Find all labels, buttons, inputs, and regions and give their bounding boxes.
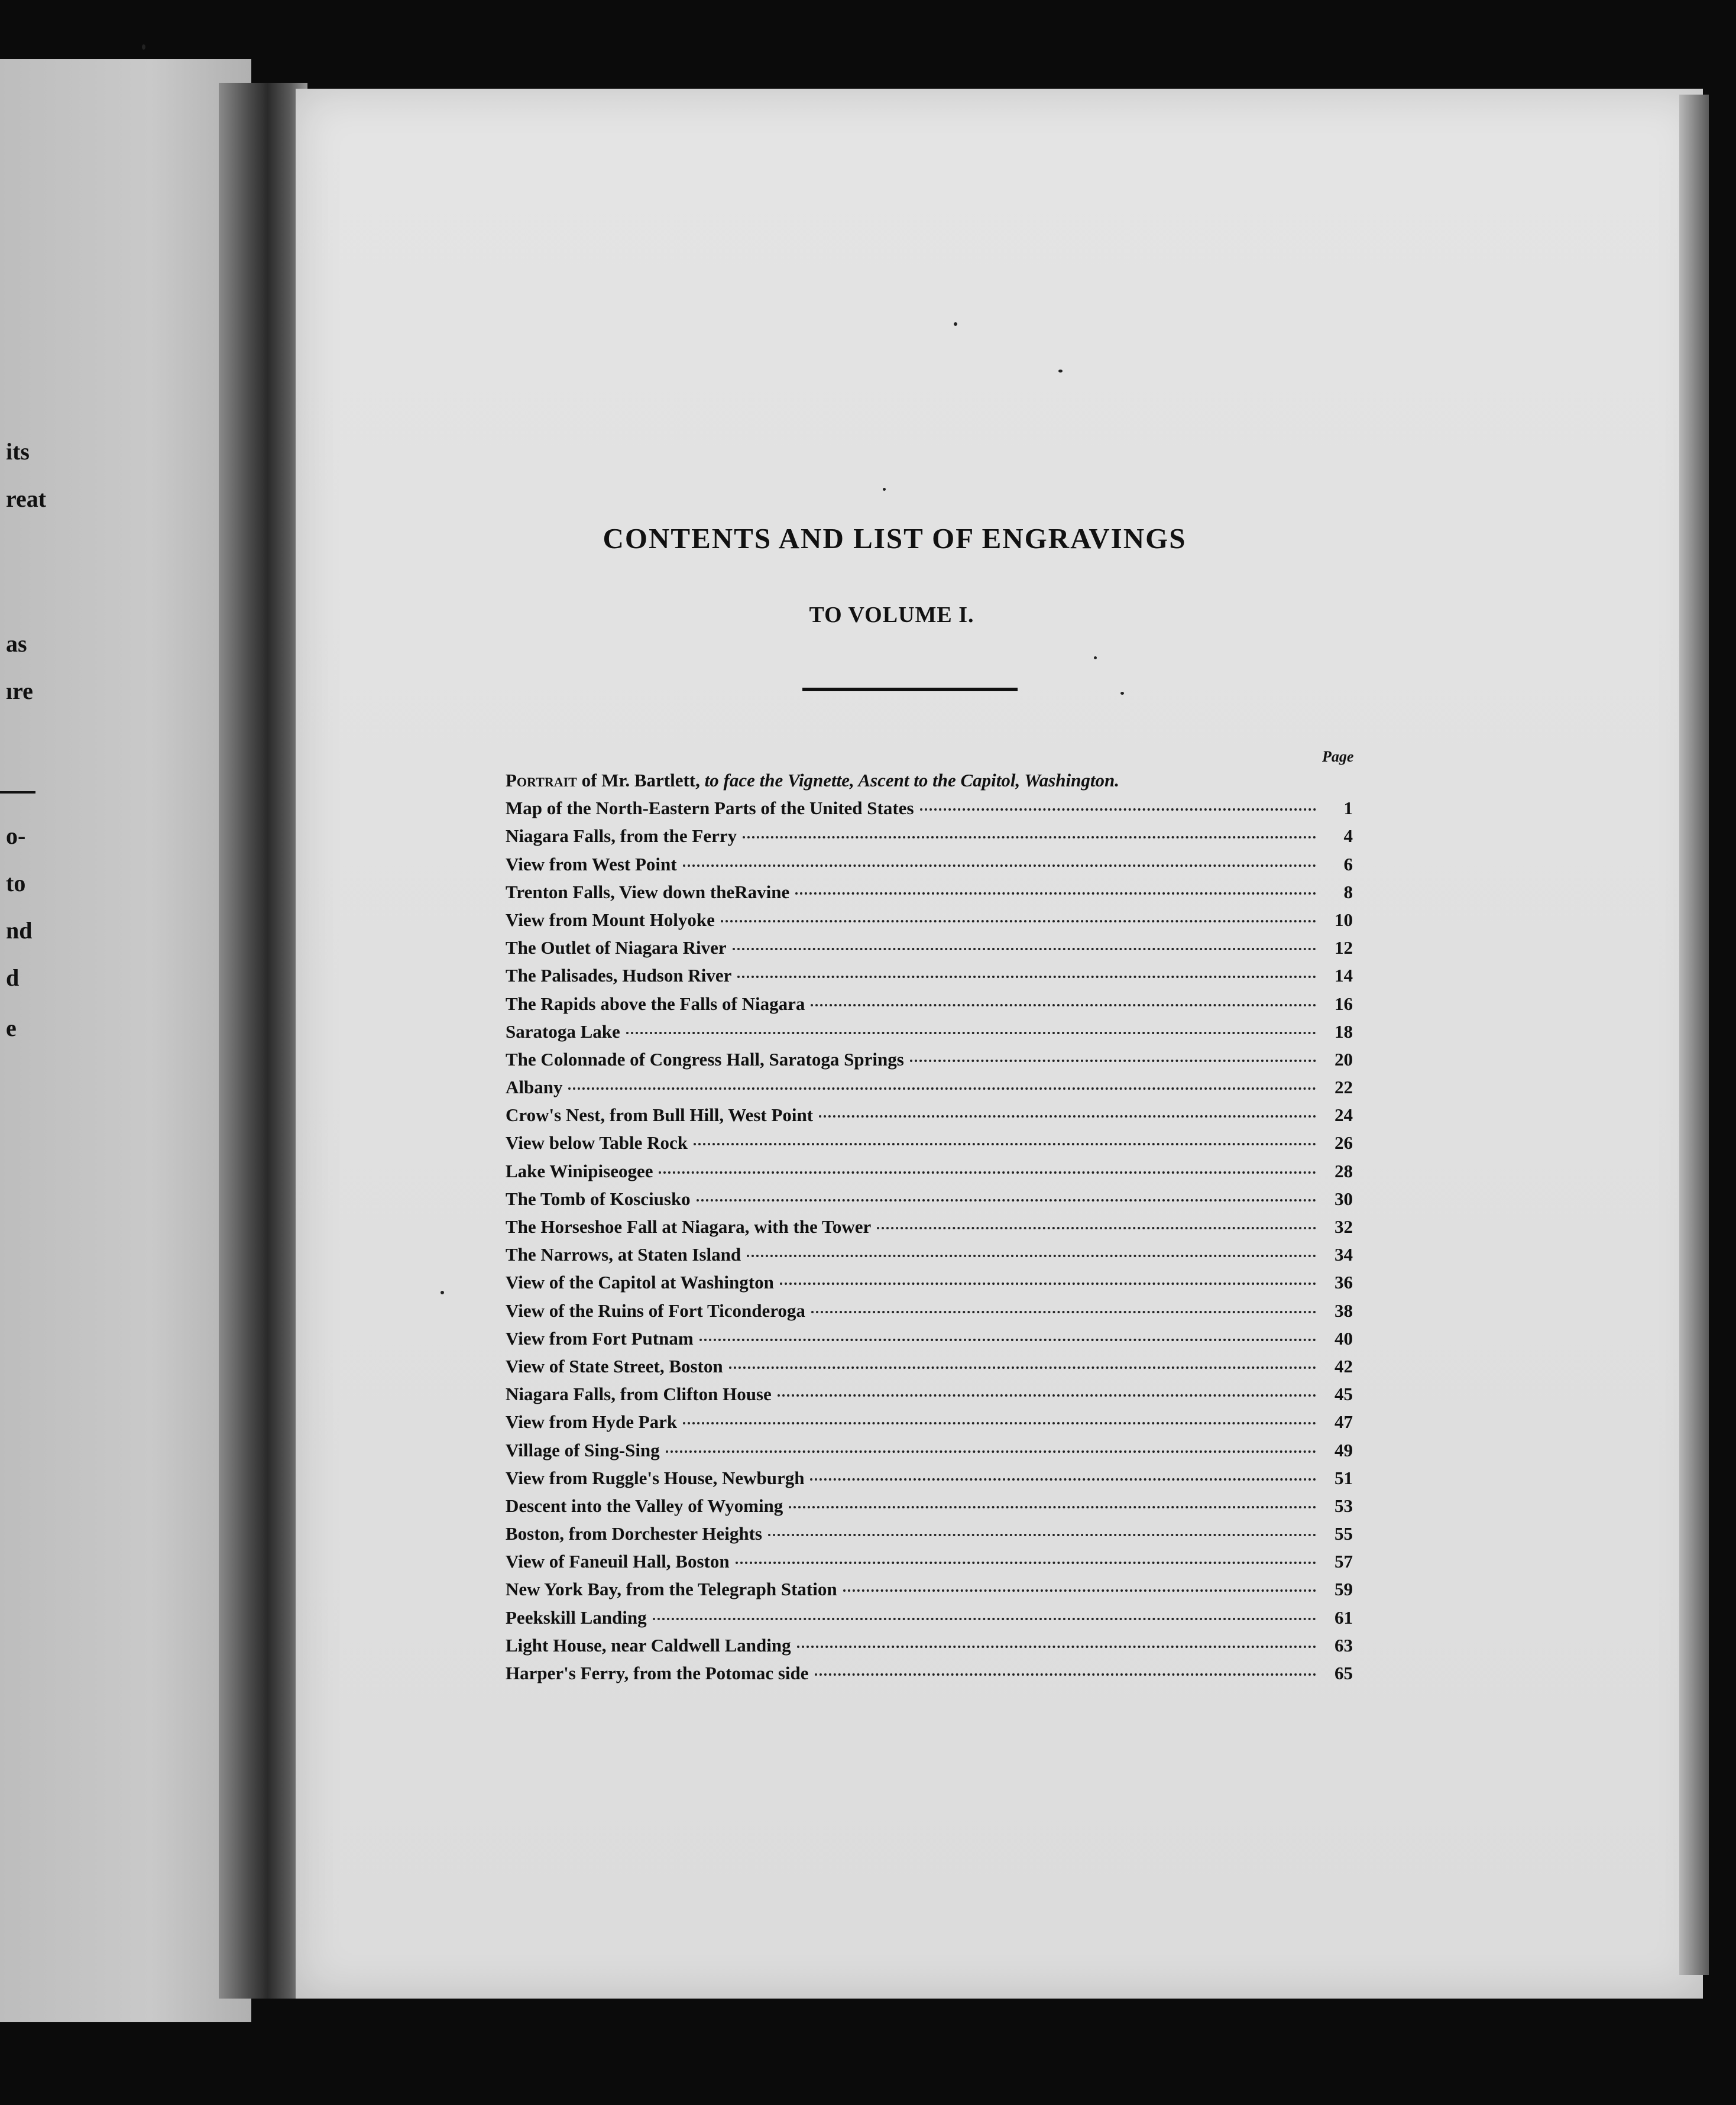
contents-entry <box>506 993 1353 1021</box>
contents-entry-portrait <box>506 770 1353 798</box>
title-rule <box>802 688 1018 691</box>
entry-page-number: 18 <box>1335 1021 1353 1042</box>
entry-page-number: 10 <box>1335 909 1353 930</box>
contents-entry <box>506 1021 1353 1049</box>
contents-entry <box>506 1077 1353 1105</box>
left-page-fragment: as <box>6 630 27 657</box>
entry-title: Light House, near Caldwell Landing <box>506 1634 791 1656</box>
entry-page-number: 1 <box>1343 798 1353 819</box>
entry-page-number: 28 <box>1335 1160 1353 1181</box>
left-page-rule <box>0 791 35 794</box>
entry-page-number: 8 <box>1343 881 1353 902</box>
entry-title: Trenton Falls, View down theRavine <box>506 881 790 902</box>
leader-dots <box>819 1115 1316 1118</box>
entry-page-number: 36 <box>1335 1272 1353 1293</box>
entry-page-number: 22 <box>1335 1077 1353 1098</box>
contents-entry <box>506 825 1353 853</box>
entry-page-number: 16 <box>1335 993 1353 1014</box>
contents-entry <box>506 1495 1353 1523</box>
contents-entry <box>506 965 1353 993</box>
contents-entry <box>506 1607 1353 1635</box>
entry-title: The Rapids above the Falls of Niagara <box>506 993 805 1014</box>
leader-dots <box>920 808 1316 811</box>
book-gutter <box>219 83 307 1999</box>
leader-dots <box>768 1534 1316 1536</box>
entry-title: View from Ruggle's House, Newburgh <box>506 1467 805 1488</box>
contents-entry <box>506 1300 1353 1328</box>
entry-page-number: 49 <box>1335 1439 1353 1460</box>
scan-speck <box>441 1291 444 1294</box>
entry-page-number: 53 <box>1335 1495 1353 1516</box>
leader-dots <box>697 1199 1316 1202</box>
entry-page-number: 14 <box>1335 965 1353 986</box>
left-page-fragment: its <box>6 438 30 465</box>
contents-entry <box>506 1188 1353 1216</box>
entry-title: The Narrows, at Staten Island <box>506 1244 741 1265</box>
entry-title: Map of the North-Eastern Parts of the United States <box>506 798 914 819</box>
entry-page-number: 20 <box>1335 1048 1353 1070</box>
contents-entry <box>506 1161 1353 1188</box>
entry-page-number: 34 <box>1335 1244 1353 1265</box>
left-page-fragment: e <box>6 1015 17 1041</box>
entry-title: Peekskill Landing <box>506 1607 647 1628</box>
leader-dots <box>797 1646 1316 1648</box>
entry-title: Crow's Nest, from Bull Hill, West Point <box>506 1105 814 1126</box>
leader-dots <box>737 976 1316 978</box>
leader-dots <box>666 1450 1316 1453</box>
scan-speck <box>954 322 957 326</box>
contents-entry <box>506 937 1353 965</box>
contents-list <box>506 770 1353 1691</box>
contents-entry <box>506 1132 1353 1160</box>
left-page-fragment: reat <box>6 485 47 512</box>
leader-dots <box>659 1171 1316 1174</box>
leader-dots <box>811 1311 1316 1313</box>
contents-entry <box>506 1523 1353 1551</box>
contents-entry <box>506 1272 1353 1300</box>
entry-title: Niagara Falls, from the Ferry <box>506 825 737 847</box>
contents-entry <box>506 1328 1353 1356</box>
entry-title: Boston, from Dorchester Heights <box>506 1523 762 1544</box>
contents-entry <box>506 1049 1353 1077</box>
page-subtitle: TO VOLUME I. <box>809 603 974 627</box>
scan-speck <box>883 488 886 491</box>
scan-speck <box>1094 656 1097 659</box>
left-page-fragment: o- <box>6 822 26 849</box>
left-page-fragment: d <box>6 964 20 991</box>
entry-page-number: 26 <box>1335 1132 1353 1154</box>
contents-entry <box>506 854 1353 882</box>
left-page-fragment: ıre <box>6 678 33 704</box>
scan-speck <box>1058 370 1063 373</box>
entry-page-number: 59 <box>1335 1579 1353 1600</box>
page-title: CONTENTS AND LIST OF ENGRAVINGS <box>603 522 1187 555</box>
leader-dots <box>815 1673 1317 1676</box>
entry-title: View of Faneuil Hall, Boston <box>506 1551 730 1572</box>
leader-dots <box>736 1562 1316 1564</box>
entry-page-number: 42 <box>1335 1355 1353 1377</box>
entry-title: Lake Winipiseogee <box>506 1160 653 1181</box>
right-page-edge <box>1679 95 1709 1975</box>
contents-entry <box>506 882 1353 909</box>
left-page-fragment: nd <box>6 917 33 944</box>
leader-dots <box>810 1478 1316 1481</box>
leader-dots <box>811 1004 1316 1006</box>
contents-entry <box>506 1105 1353 1132</box>
contents-entry <box>506 1551 1353 1579</box>
contents-entry <box>506 1384 1353 1411</box>
left-page-fragment: to <box>6 870 26 896</box>
leader-dots <box>778 1394 1316 1397</box>
entry-title: View from West Point <box>506 853 677 875</box>
leader-dots <box>694 1143 1316 1145</box>
scan-speck <box>1120 692 1124 695</box>
entry-page-number: 55 <box>1335 1523 1353 1544</box>
contents-entry <box>506 1440 1353 1468</box>
leader-dots <box>743 836 1316 838</box>
entry-title: Descent into the Valley of Wyoming <box>506 1495 783 1516</box>
entry-title: The Outlet of Niagara River <box>506 937 727 958</box>
leader-dots <box>910 1060 1316 1062</box>
contents-entry <box>506 909 1353 937</box>
leader-dots <box>843 1589 1316 1592</box>
contents-entry <box>506 1411 1353 1439</box>
entry-title: Harper's Ferry, from the Potomac side <box>506 1663 809 1683</box>
page-column-label: Page <box>1322 748 1354 765</box>
entry-page-number: 12 <box>1335 937 1353 958</box>
entry-page-number: 4 <box>1343 825 1353 847</box>
entry-page-number: 40 <box>1335 1327 1353 1349</box>
contents-entry <box>506 798 1353 825</box>
entry-page-number: 61 <box>1335 1607 1353 1628</box>
entry-title: View from Hyde Park <box>506 1411 678 1433</box>
entry-page-number: 65 <box>1335 1663 1353 1683</box>
entry-page-number: 57 <box>1335 1551 1353 1572</box>
contents-entry <box>506 1635 1353 1663</box>
entry-title: New York Bay, from the Telegraph Station <box>506 1579 837 1600</box>
leader-dots <box>683 1422 1316 1424</box>
leader-dots <box>780 1283 1316 1285</box>
entry-title: Portrait of Mr. Bartlett, to face the Vignette, Ascent to the Capitol, Washington. <box>506 770 1119 791</box>
entry-page-number: 63 <box>1335 1634 1353 1656</box>
entry-title: View below Table Rock <box>506 1132 688 1154</box>
entry-page-number: 32 <box>1335 1216 1353 1237</box>
leader-dots <box>747 1255 1316 1257</box>
entry-title: The Tomb of Kosciusko <box>506 1188 691 1209</box>
entry-page-number: 45 <box>1335 1384 1353 1405</box>
entry-page-number: 38 <box>1335 1300 1353 1321</box>
leader-dots <box>721 920 1316 922</box>
leader-dots <box>789 1506 1316 1508</box>
leader-dots <box>699 1339 1316 1341</box>
contents-entry <box>506 1579 1353 1607</box>
entry-page-number: 30 <box>1335 1188 1353 1209</box>
entry-page-number: 47 <box>1335 1411 1353 1433</box>
leader-dots <box>626 1032 1316 1034</box>
leader-dots <box>733 948 1316 950</box>
entry-title: View from Fort Putnam <box>506 1327 694 1349</box>
entry-title: Niagara Falls, from Clifton House <box>506 1384 772 1405</box>
leader-dots <box>877 1227 1316 1229</box>
contents-entry <box>506 1663 1353 1691</box>
leader-dots <box>653 1618 1316 1620</box>
contents-entry <box>506 1244 1353 1272</box>
scan-speck <box>142 44 145 50</box>
entry-page-number: 51 <box>1335 1467 1353 1488</box>
entry-title: The Horseshoe Fall at Niagara, with the Tower <box>506 1216 872 1237</box>
entry-title: View of the Ruins of Fort Ticonderoga <box>506 1300 805 1321</box>
entry-page-number: 24 <box>1335 1105 1353 1126</box>
entry-page-number: 6 <box>1343 853 1353 875</box>
leader-dots <box>683 864 1316 867</box>
contents-entry <box>506 1216 1353 1244</box>
contents-entry <box>506 1468 1353 1495</box>
entry-title: Albany <box>506 1077 563 1098</box>
contents-entry <box>506 1356 1353 1384</box>
entry-title: Village of Sing-Sing <box>506 1439 660 1460</box>
leader-dots <box>729 1366 1316 1369</box>
entry-title: View of the Capitol at Washington <box>506 1272 774 1293</box>
entry-title: The Palisades, Hudson River <box>506 965 732 986</box>
left-page <box>0 59 251 2022</box>
entry-title: View of State Street, Boston <box>506 1355 723 1377</box>
entry-title: Saratoga Lake <box>506 1021 620 1042</box>
entry-title: View from Mount Holyoke <box>506 909 715 930</box>
leader-dots <box>795 892 1316 895</box>
entry-title: The Colonnade of Congress Hall, Saratoga Springs <box>506 1048 904 1070</box>
leader-dots <box>568 1087 1316 1090</box>
